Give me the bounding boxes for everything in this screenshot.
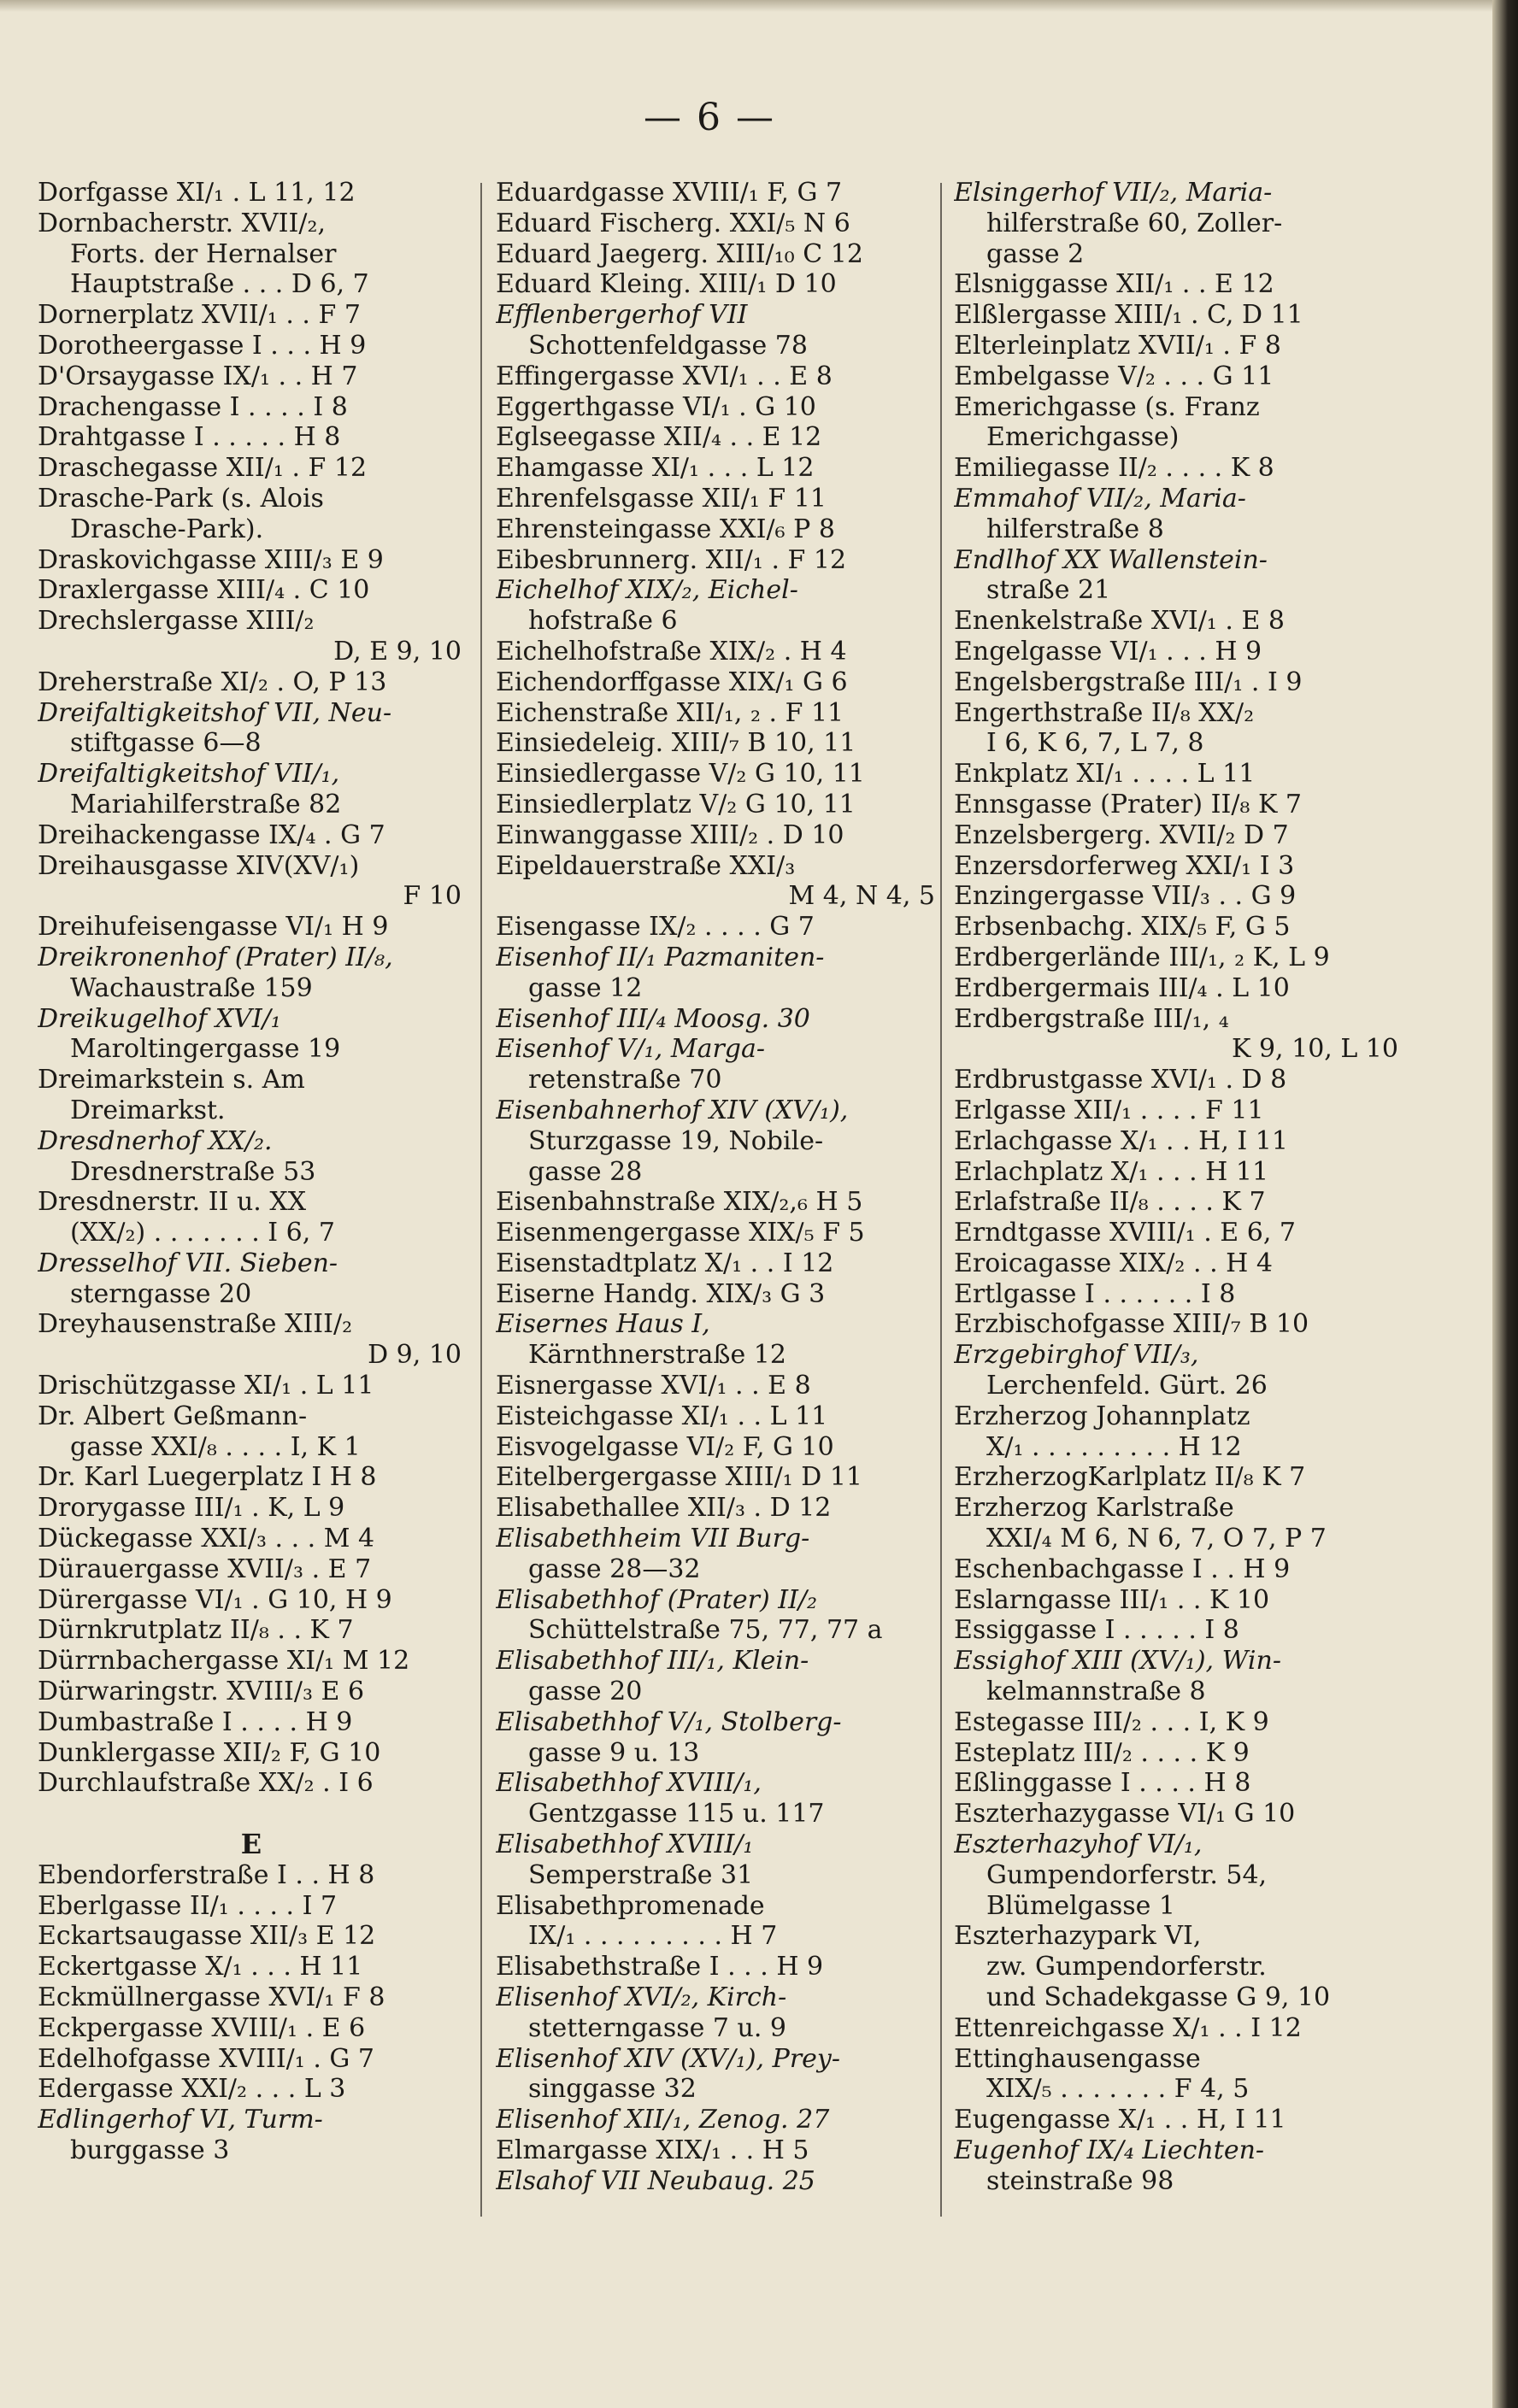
index-entry-line: Enzelsbergerg. XVII/₂ D 7 (954, 819, 1289, 850)
index-entry-line: Drasche-Park (s. Alois (38, 483, 324, 514)
index-entry-line: Lerchenfeld. Gürt. 26 (986, 1371, 1268, 1401)
index-entry-line: Eckertgasse X/₁ . . . H 11 (38, 1952, 363, 1982)
index-entry-line: und Schadekgasse G 9, 10 (986, 1982, 1331, 2013)
index-entry-line: Eitelbergergasse XIII/₁ D 11 (496, 1462, 863, 1493)
index-entry-line: Dreifaltigkeitshof VII/₁, (38, 759, 340, 790)
index-entry-line: Dornbacherstr. XVII/₂, (38, 208, 327, 238)
column-divider-1 (480, 183, 482, 2217)
index-entry-line: gasse 9 u. 13 (528, 1737, 700, 1768)
index-entry-line: Mariahilferstraße 82 (70, 789, 342, 819)
index-entry-line: burggasse 3 (70, 2135, 230, 2165)
index-entry-line: Emmahof VII/₂, Maria- (954, 483, 1246, 514)
index-entry-line: Eisenhof V/₁, Marga- (496, 1034, 766, 1065)
index-entry-line: M 4, N 4, 5 (788, 881, 935, 912)
index-entry-line: Eisenstadtplatz X/₁ . . I 12 (496, 1248, 834, 1278)
index-entry-line: X/₁ . . . . . . . . . H 12 (986, 1431, 1242, 1462)
index-entry-line: Eslarngasse III/₁ . . K 10 (954, 1584, 1270, 1615)
index-entry-line: D'Orsaygasse IX/₁ . . H 7 (38, 361, 358, 391)
section-letter-heading: E (240, 1829, 262, 1860)
index-entry-line: Emerichgasse (s. Franz (954, 391, 1260, 422)
index-entry-line: Erdbergstraße III/₁, ₄ (954, 1003, 1229, 1034)
index-entry-line: Engelsbergstraße III/₁ . I 9 (954, 667, 1303, 697)
index-entry-line: Elßlergasse XIII/₁ . C, D 11 (954, 300, 1303, 331)
page-top-shadow (0, 0, 1518, 12)
index-entry-line: Elsniggasse XII/₁ . . E 12 (954, 269, 1274, 300)
index-entry-line: Dunklergasse XII/₂ F, G 10 (38, 1737, 381, 1768)
index-entry-line: Engelgasse VI/₁ . . . H 9 (954, 636, 1262, 667)
index-entry-line: Dürwaringstr. XVIII/₃ E 6 (38, 1677, 365, 1707)
index-entry-line: Eisenmengergasse XIX/₅ F 5 (496, 1218, 865, 1248)
index-entry-line: Eschenbachgasse I . . H 9 (954, 1553, 1291, 1584)
index-entry-line: Elsingerhof VII/₂, Maria- (954, 178, 1273, 208)
index-entry-line: gasse XXI/₈ . . . . I, K 1 (70, 1431, 361, 1462)
index-entry-line: Eisenbahnstraße XIX/₂,₆ H 5 (496, 1187, 863, 1218)
index-entry-line: Drischützgasse XI/₁ . L 11 (38, 1371, 374, 1401)
index-entry-line: Elisabethheim VII Burg- (496, 1524, 810, 1554)
index-entry-line: Eisenbahnerhof XIV (XV/₁), (496, 1095, 849, 1125)
index-entry-line: Eglseegasse XII/₄ . . E 12 (496, 422, 822, 453)
index-entry-line: Elisabethstraße I . . . H 9 (496, 1952, 824, 1982)
index-entry-line: Essighof XIII (XV/₁), Win- (954, 1646, 1281, 1677)
index-entry-line: F 10 (403, 881, 462, 912)
index-entry-line: Ehamgasse XI/₁ . . . L 12 (496, 453, 815, 484)
index-entry-line: Elsahof VII Neubaug. 25 (496, 2165, 815, 2196)
index-entry-line: Drahtgasse I . . . . . H 8 (38, 422, 341, 453)
index-entry-line: Semperstraße 31 (528, 1859, 754, 1890)
index-entry-line: Schüttelstraße 75, 77, 77 a (528, 1615, 883, 1646)
index-entry-line: Eisernes Haus I, (496, 1309, 710, 1340)
index-entry-line: Enenkelstraße XVI/₁ . E 8 (954, 606, 1285, 637)
index-entry-line: Eugengasse X/₁ . . H, I 11 (954, 2105, 1286, 2135)
index-entry-line: Dr. Karl Luegerplatz I H 8 (38, 1462, 377, 1493)
index-entry-line: Kärnthnerstraße 12 (528, 1340, 786, 1371)
index-entry-line: singgasse 32 (528, 2074, 697, 2105)
index-entry-line: Elisenhof XII/₁, Zenog. 27 (496, 2105, 830, 2135)
index-entry-line: Erzgebirghof VII/₃, (954, 1340, 1199, 1371)
index-entry-line: Eisvogelgasse VI/₂ F, G 10 (496, 1431, 834, 1462)
index-entry-line: stiftgasse 6—8 (70, 728, 262, 759)
index-entry-line: steinstraße 98 (986, 2165, 1174, 2196)
index-entry-line: Erlgasse XII/₁ . . . . F 11 (954, 1095, 1264, 1125)
index-column-right (954, 178, 1402, 2197)
index-entry-line: gasse 12 (528, 972, 643, 1003)
index-entry-line: Drachengasse I . . . . I 8 (38, 391, 348, 422)
index-entry-line: Eipeldauerstraße XXI/₃ (496, 850, 796, 881)
index-entry-line: Eduard Jaegerg. XIII/₁₀ C 12 (496, 238, 863, 269)
index-entry-line: Dreifaltigkeitshof VII, Neu- (38, 697, 392, 728)
index-entry-line: Eckmüllnergasse XVI/₁ F 8 (38, 1982, 385, 2013)
index-entry-line: Ebendorferstraße I . . H 8 (38, 1859, 375, 1890)
index-entry-line: D 9, 10 (368, 1340, 462, 1371)
index-entry-line: Draskovichgasse XIII/₃ E 9 (38, 544, 384, 575)
index-entry-line: Enkplatz XI/₁ . . . . L 11 (954, 759, 1256, 790)
index-entry-line: Dürauergasse XVII/₃ . E 7 (38, 1553, 372, 1584)
index-entry-line: Eisnergasse XVI/₁ . . E 8 (496, 1371, 811, 1401)
index-entry-line: Erbsenbachg. XIX/₅ F, G 5 (954, 912, 1291, 943)
index-entry-line: Edlingerhof VI, Turm- (38, 2105, 323, 2135)
index-entry-line: Eduard Fischerg. XXI/₅ N 6 (496, 208, 850, 238)
index-entry-line: Emiliegasse II/₂ . . . . K 8 (954, 453, 1274, 484)
index-entry-line: Eichendorffgasse XIX/₁ G 6 (496, 667, 848, 697)
index-entry-line: Elisabethhof XVIII/₁, (496, 1768, 762, 1799)
index-entry-line: Eckpergasse XVIII/₁ . E 6 (38, 2012, 366, 2043)
index-entry-line: Drorygasse III/₁ . K, L 9 (38, 1493, 345, 1524)
index-entry-line: Erzherzog Johannplatz (954, 1401, 1250, 1431)
index-entry-line: Eszterhazypark VI, (954, 1921, 1202, 1952)
index-entry-line: Erlachplatz X/₁ . . . H 11 (954, 1156, 1269, 1187)
index-entry-line: Dückegasse XXI/₃ . . . M 4 (38, 1524, 375, 1554)
index-entry-line: Forts. der Hernalser (70, 238, 337, 269)
index-entry-line: Esteplatz III/₂ . . . . K 9 (954, 1737, 1250, 1768)
index-entry-line: XXI/₄ M 6, N 6, 7, O 7, P 7 (986, 1524, 1327, 1554)
index-entry-line: Erdbergermais III/₄ . L 10 (954, 972, 1290, 1003)
index-entry-line: Dresdnerstr. II u. XX (38, 1187, 307, 1218)
index-entry-line: Essiggasse I . . . . . I 8 (954, 1615, 1239, 1646)
index-entry-line: Elisabethhof III/₁, Klein- (496, 1646, 809, 1677)
index-entry-line: Elisabethhof (Prater) II/₂ (496, 1584, 818, 1615)
index-entry-line: Eisenhof III/₄ Moosg. 30 (496, 1003, 810, 1034)
index-entry-line: Durchlaufstraße XX/₂ . I 6 (38, 1768, 374, 1799)
index-entry-line: Eszterhazygasse VI/₁ G 10 (954, 1799, 1296, 1829)
index-entry-line: Eisteichgasse XI/₁ . . L 11 (496, 1401, 828, 1431)
index-entry-line: Eberlgasse II/₁ . . . . I 7 (38, 1890, 338, 1921)
index-entry-line: Ertlgasse I . . . . . . I 8 (954, 1278, 1236, 1309)
index-entry-line: K 9, 10, L 10 (1232, 1034, 1398, 1065)
index-entry-line: Erzherzog Karlstraße (954, 1493, 1234, 1524)
index-entry-line: Wachaustraße 159 (70, 972, 313, 1003)
index-entry-line: Eichelhofstraße XIX/₂ . H 4 (496, 636, 847, 667)
index-entry-line: gasse 20 (528, 1677, 643, 1707)
index-entry-line: Dr. Albert Geßmann- (38, 1401, 308, 1431)
index-entry-line: Eckartsaugasse XII/₃ E 12 (38, 1921, 376, 1952)
index-entry-line: Dorfgasse XI/₁ . L 11, 12 (38, 178, 356, 208)
index-entry-line: Gumpendorferstr. 54, (986, 1859, 1268, 1890)
index-entry-line: Dresselhof VII. Sieben- (38, 1248, 338, 1278)
index-entry-line (38, 1799, 465, 1829)
index-entry-line: Erzbischofgasse XIII/₇ B 10 (954, 1309, 1309, 1340)
index-entry-line: Einsiedlergasse V/₂ G 10, 11 (496, 759, 865, 790)
index-entry-line: Dreimarkstein s. Am (38, 1065, 305, 1095)
index-entry-line: stetterngasse 7 u. 9 (528, 2012, 787, 2043)
index-entry-line: Hauptstraße . . . D 6, 7 (70, 269, 369, 300)
index-entry-line: Erlachgasse X/₁ . . H, I 11 (954, 1125, 1288, 1156)
index-entry-line: gasse 2 (986, 238, 1085, 269)
index-entry-line: Dreikugelhof XVI/₁ (38, 1003, 281, 1034)
index-entry-line: gasse 28—32 (528, 1553, 701, 1584)
index-column-middle (496, 178, 938, 2197)
index-entry-line: Eiserne Handg. XIX/₃ G 3 (496, 1278, 826, 1309)
index-entry-line: Dreihackengasse IX/₄ . G 7 (38, 819, 385, 850)
index-entry-line: Estegasse III/₂ . . . I, K 9 (954, 1706, 1269, 1737)
index-entry-line: Draschegasse XII/₁ . F 12 (38, 453, 368, 484)
index-entry-line: Eisenhof II/₁ Pazmaniten- (496, 942, 825, 972)
index-entry-line: Gentzgasse 115 u. 117 (528, 1799, 825, 1829)
index-entry-line: sterngasse 20 (70, 1278, 252, 1309)
index-entry-line: Dreimarkst. (70, 1095, 226, 1125)
index-entry-line: Dürergasse VI/₁ . G 10, H 9 (38, 1584, 392, 1615)
index-entry-line: Drechslergasse XIII/₂ (38, 606, 315, 637)
page-number: — 6 — (644, 96, 775, 139)
index-entry-line: Eugenhof IX/₄ Liechten- (954, 2135, 1265, 2165)
index-entry-line: Endlhof XX Wallenstein- (954, 544, 1268, 575)
index-entry-line: Erlafstraße II/₈ . . . . K 7 (954, 1187, 1266, 1218)
index-entry-line: Sturzgasse 19, Nobile- (528, 1125, 824, 1156)
index-entry-line: ErzherzogKarlplatz II/₈ K 7 (954, 1462, 1306, 1493)
index-entry-line: Ennsgasse (Prater) II/₈ K 7 (954, 789, 1303, 819)
index-entry-line: Ehrensteingasse XXI/₆ P 8 (496, 514, 835, 544)
index-entry-line: Dreyhausenstraße XIII/₂ (38, 1309, 353, 1340)
index-entry-line: Dreihausgasse XIV(XV/₁) (38, 850, 360, 881)
index-entry-line: Edergasse XXI/₂ . . . L 3 (38, 2074, 346, 2105)
index-entry-line: Dreikronenhof (Prater) II/₈, (38, 942, 393, 972)
index-entry-line: Dumbastraße I . . . . H 9 (38, 1706, 353, 1737)
index-entry-line: Eibesbrunnerg. XII/₁ . F 12 (496, 544, 847, 575)
index-entry-line: D, E 9, 10 (333, 636, 462, 667)
index-entry-line: Maroltingergasse 19 (70, 1034, 341, 1065)
index-entry-line: Elisabethhof V/₁, Stolberg- (496, 1706, 842, 1737)
index-entry-line: Erdbergerlände III/₁, ₂ K, L 9 (954, 942, 1330, 972)
index-entry-line: Drasche-Park). (70, 514, 264, 544)
index-entry-line: Dürrnbachergasse XI/₁ M 12 (38, 1646, 410, 1677)
index-entry-line: Effingergasse XVI/₁ . . E 8 (496, 361, 833, 391)
index-entry-line: (XX/₂) . . . . . . . I 6, 7 (70, 1218, 335, 1248)
index-entry-line: Eroicagasse XIX/₂ . . H 4 (954, 1248, 1273, 1278)
index-entry-line: IX/₁ . . . . . . . . . H 7 (528, 1921, 778, 1952)
index-entry-line: Elisabethhof XVIII/₁ (496, 1829, 754, 1860)
index-entry-line: Enzingergasse VII/₃ . . G 9 (954, 881, 1297, 912)
index-entry-line: Ettinghausengasse (954, 2043, 1201, 2074)
index-entry-line: Eßlinggasse I . . . . H 8 (954, 1768, 1251, 1799)
index-entry-line: Eichelhof XIX/₂, Eichel- (496, 575, 798, 606)
index-entry-line: Elterleinplatz XVII/₁ . F 8 (954, 330, 1281, 361)
index-entry-line: Eduard Kleing. XIII/₁ D 10 (496, 269, 837, 300)
index-entry-line: Engerthstraße II/₈ XX/₂ (954, 697, 1255, 728)
index-entry-line: Elisabethpromenade (496, 1890, 765, 1921)
index-entry-line: Eduardgasse XVIII/₁ F, G 7 (496, 178, 843, 208)
index-entry-line: I 6, K 6, 7, L 7, 8 (986, 728, 1204, 759)
index-entry-line: Einsiedeleig. XIII/₇ B 10, 11 (496, 728, 856, 759)
index-entry-line: Elisenhof XVI/₂, Kirch- (496, 1982, 787, 2013)
index-entry-line: hilferstraße 8 (986, 514, 1164, 544)
index-entry-line: hilferstraße 60, Zoller- (986, 208, 1283, 238)
index-entry-line: Dreherstraße XI/₂ . O, P 13 (38, 667, 387, 697)
index-entry-line: Einwanggasse XIII/₂ . D 10 (496, 819, 844, 850)
index-entry-line: Draxlergasse XIII/₄ . C 10 (38, 575, 370, 606)
index-entry-line: Eichenstraße XII/₁, ₂ . F 11 (496, 697, 844, 728)
index-entry-line: Enzersdorferweg XXI/₁ I 3 (954, 850, 1295, 881)
index-entry-line: Einsiedlerplatz V/₂ G 10, 11 (496, 789, 856, 819)
index-entry-line: XIX/₅ . . . . . . . F 4, 5 (986, 2074, 1250, 2105)
index-entry-line: Dürnkrutplatz II/₈ . . K 7 (38, 1615, 354, 1646)
index-entry-line: Eisengasse IX/₂ . . . . G 7 (496, 912, 815, 943)
index-entry-line: Ettenreichgasse X/₁ . . I 12 (954, 2012, 1302, 2043)
index-entry-line: Eszterhazyhof VI/₁, (954, 1829, 1203, 1860)
index-entry-line: Ehrenfelsgasse XII/₁ F 11 (496, 483, 827, 514)
index-entry-line: Dresdnerstraße 53 (70, 1156, 316, 1187)
index-entry-line: gasse 28 (528, 1156, 643, 1187)
index-entry-line: Dresdnerhof XX/₂. (38, 1125, 273, 1156)
index-column-left (38, 178, 465, 2166)
index-entry-line: Erdbrustgasse XVI/₁ . D 8 (954, 1065, 1287, 1095)
index-entry-line: Edelhofgasse XVIII/₁ . G 7 (38, 2043, 375, 2074)
index-entry-line: straße 21 (986, 575, 1111, 606)
index-entry-line: Erndtgasse XVIII/₁ . E 6, 7 (954, 1218, 1296, 1248)
column-divider-2 (940, 183, 942, 2217)
index-entry-line: Elisabethallee XII/₃ . D 12 (496, 1493, 832, 1524)
index-entry-line: hofstraße 6 (528, 606, 678, 637)
index-entry-line: kelmannstraße 8 (986, 1677, 1206, 1707)
index-entry-line: Dornerplatz XVII/₁ . . F 7 (38, 300, 361, 331)
index-entry-line: Elmargasse XIX/₁ . . H 5 (496, 2135, 809, 2165)
index-entry-line: Dreihufeisengasse VI/₁ H 9 (38, 912, 389, 943)
index-entry-line: Embelgasse V/₂ . . . G 11 (954, 361, 1274, 391)
page-binding-edge (1492, 0, 1518, 2408)
index-entry-line: Dorotheergasse I . . . H 9 (38, 330, 367, 361)
index-entry-line: Eggerthgasse VI/₁ . G 10 (496, 391, 816, 422)
index-entry-line: retenstraße 70 (528, 1065, 722, 1095)
index-entry-line: Emerichgasse) (986, 422, 1180, 453)
index-entry-line: zw. Gumpendorferstr. (986, 1952, 1267, 1982)
index-entry-line: Schottenfeldgasse 78 (528, 330, 808, 361)
index-entry-line: Efflenbergerhof VII (496, 300, 748, 331)
index-entry-line: Elisenhof XIV (XV/₁), Prey- (496, 2043, 840, 2074)
index-entry-line: Blümelgasse 1 (986, 1890, 1176, 1921)
